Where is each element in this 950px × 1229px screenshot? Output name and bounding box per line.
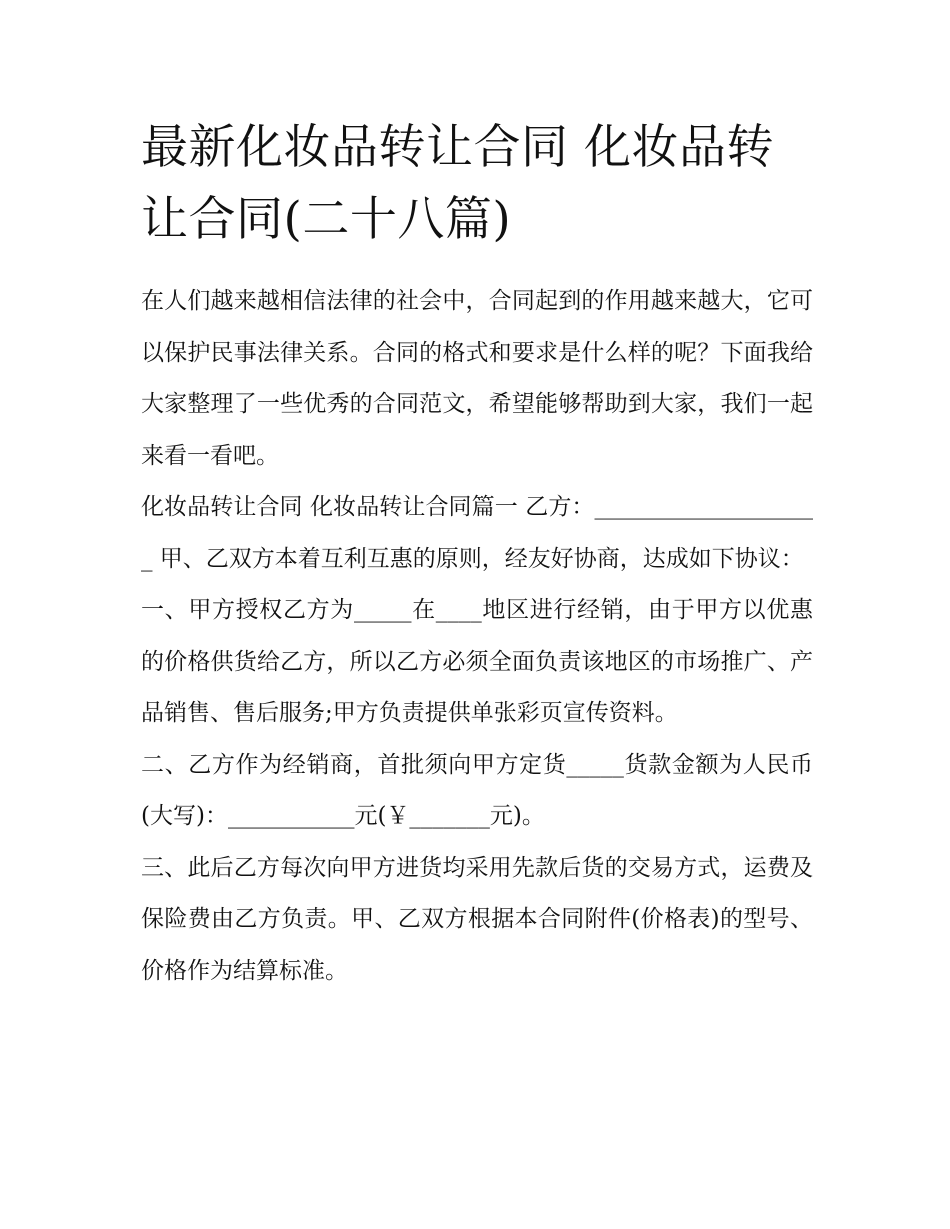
paragraph-section-heading: 化妆品转让合同 化妆品转让合同篇一 乙方：____________________ 甲、乙双方本着互利互惠的原则，经友好协商，达成如下协议： [141,494,813,572]
document-title: 最新化妆品转让合同 化妆品转让合同(二十八篇) [141,120,774,247]
paragraph-clause-2: 二、乙方作为经销商，首批须向甲方定货_____货款金额为人民币(大写)：___________元(￥_______元)。 [141,751,813,829]
paragraph-clause-3: 三、此后乙方每次向甲方进货均采用先款后货的交易方式，运费及保险费由乙方负责。甲、乙双方根据本合同附件(价格表)的型号、价格作为结算标准。 [141,854,813,984]
paragraph-intro: 在人们越来越相信法律的社会中，合同起到的作用越来越大，它可以保护民事法律关系。合同的格式和要求是什么样的呢？下面我给大家整理了一些优秀的合同范文，希望能够帮助到大家，我们一起来看一看吧。 [141,288,813,469]
paragraph-clause-1: 一、甲方授权乙方为_____在____地区进行经销，由于甲方以优惠的价格供货给乙方，所以乙方必须全面负责该地区的市场推广、产品销售、售后服务;甲方负责提供单张彩页宣传资料。 [141,597,813,726]
document-content [141,112,813,997]
